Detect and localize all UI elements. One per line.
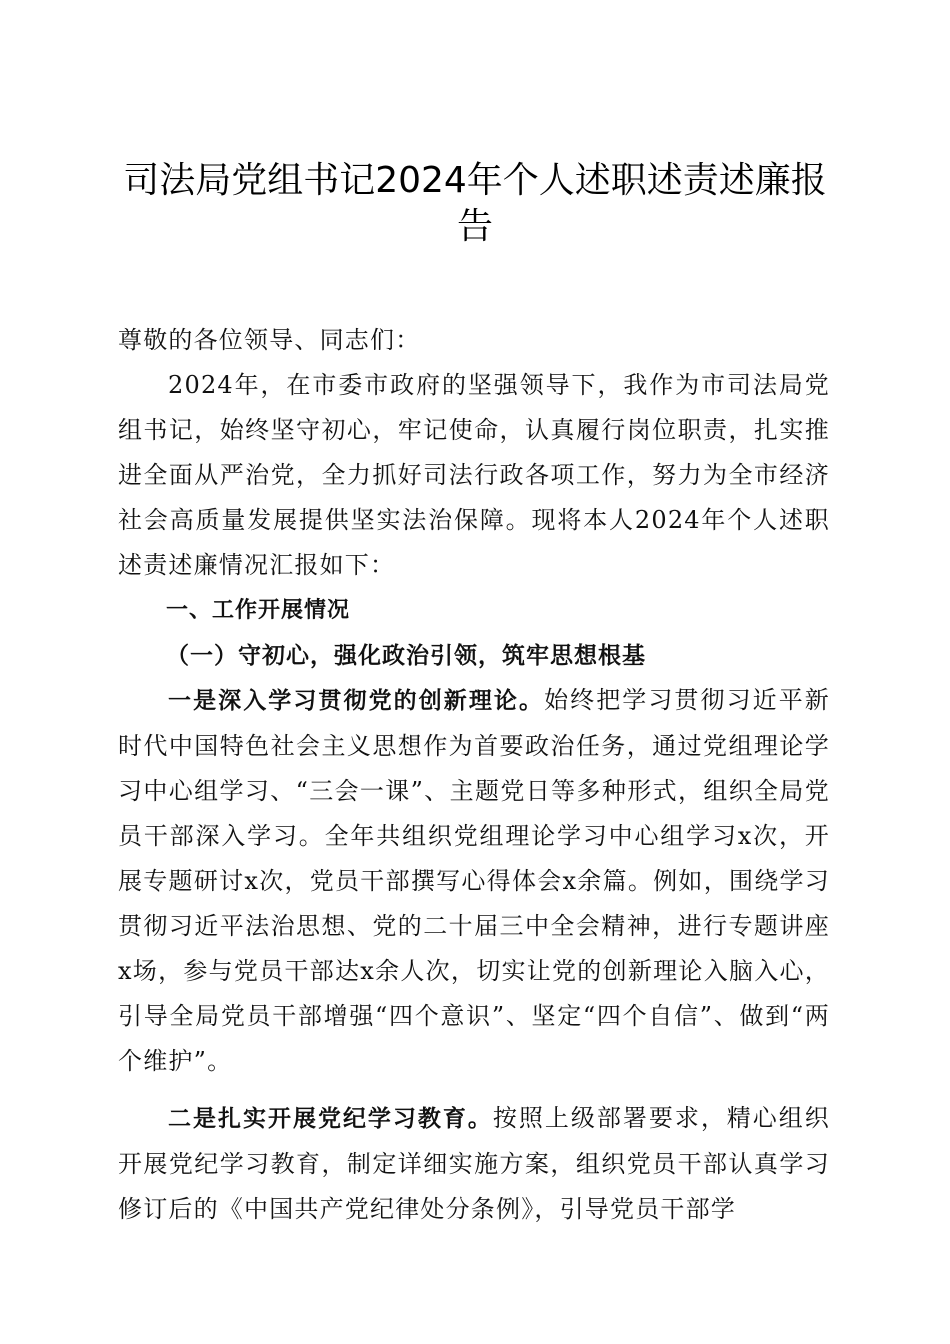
section-heading-1: 一、工作开展情况 — [166, 598, 351, 623]
paragraph-2-text: 按照上级部署要求，精心组织开展党纪学习教育，制定详细实施方案，组织党员干部认真学习修订后的《中国共产党纪律处分条例》，引导党员干部学 — [118, 1104, 830, 1223]
paragraph-1 — [118, 678, 830, 1084]
document-title: 司法局党组书记2024年个人述职述责述廉报告 — [123, 160, 827, 247]
paragraph-1-text: 始终把学习贯彻习近平新时代中国特色社会主义思想作为首要政治任务，通过党组理论学习中心组学习、“三会一课”、主题党日等多种形式，组织全局党员干部深入学习。全年共组织党组理论学习中心组学习x次，开展专题研讨x次，党员干部撰写心得体会x余篇。例如，围绕学习贯彻习近平法治思想、党的二十届三中全会精神，进行专题讲座x场，参与党员干部达x余人次，切实让党的创新理论入脑入心，引导全局党员干部增强“四个意识”、坚定“四个自信”、做到“两个维护”。 — [118, 686, 830, 1075]
intro-paragraph: 2024年，在市委市政府的坚强领导下，我作为市司法局党组书记，始终坚守初心，牢记使命，认真履行岗位职责，扎实推进全面从严治党，全力抓好司法行政各项工作，努力为全市经济社会高质量发展提供坚实法治保障。现将本人2024年个人述职述责述廉情况汇报如下： — [118, 371, 830, 579]
paragraph-2 — [118, 1096, 830, 1232]
subsection-heading-1: （一）守初心，强化政治引领，筑牢思想根基 — [166, 642, 646, 669]
document-body — [118, 318, 830, 1232]
paragraph-2-lead: 二是扎实开展党纪学习教育。 — [168, 1106, 493, 1132]
paragraph-1-lead: 一是深入学习贯彻党的创新理论。 — [168, 688, 545, 714]
salutation: 尊敬的各位领导、同志们： — [118, 326, 421, 354]
